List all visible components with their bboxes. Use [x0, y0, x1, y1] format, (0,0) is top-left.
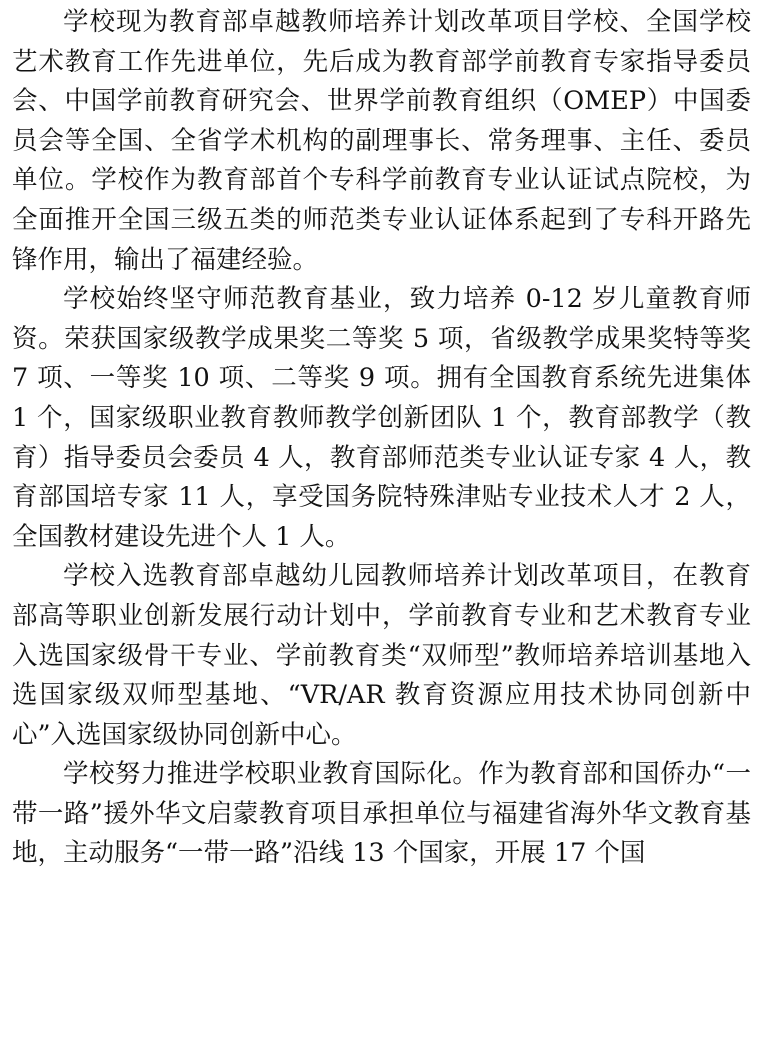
- paragraph-teacher-education: 学校始终坚守师范教育基业，致力培养 0-12 岁儿童教育师资。荣获国家级教学成果奖二等奖 5 项，省级教学成果奖特等奖 7 项、一等奖 10 项、二等奖 9 项。拥有全国教育系统先进集体 1 个，国家级职业教育教师教学创新团队 1 个，教育部教学（教育）指导委员会委员 4 人，教育部师范类专业认证专家 4 人，教育部国培专家 11 人，享受国务院特殊津贴专业技术人才 2 人，全国教材建设先进个人 1 人。: [12, 284, 751, 552]
- paragraph-reform-projects: 学校入选教育部卓越幼儿园教师培养计划改革项目，在教育部高等职业创新发展行动计划中，学前教育专业和艺术教育专业入选国家级骨干专业、学前教育类“双师型”教师培养培训基地入选国家级双师型基地、“VR/AR 教育资源应用技术协同创新中心”入选国家级协同创新中心。: [12, 561, 751, 750]
- paragraph-honors: 学校现为教育部卓越教师培养计划改革项目学校、全国学校艺术教育工作先进单位，先后成为教育部学前教育专家指导委员会、中国学前教育研究会、世界学前教育组织（OMEP）中国委员会等全国、全省学术机构的副理事长、常务理事、主任、委员单位。学校作为教育部首个专科学前教育专业认证试点院校，为全面推开全国三级五类的师范类专业认证体系起到了专科开路先锋作用，输出了福建经验。: [12, 7, 751, 275]
- paragraph-internationalization: 学校努力推进学校职业教育国际化。作为教育部和国侨办“一带一路”援外华文启蒙教育项目承担单位与福建省海外华文教育基地，主动服务“一带一路”沿线 13 个国家，开展 17 个国: [12, 759, 751, 869]
